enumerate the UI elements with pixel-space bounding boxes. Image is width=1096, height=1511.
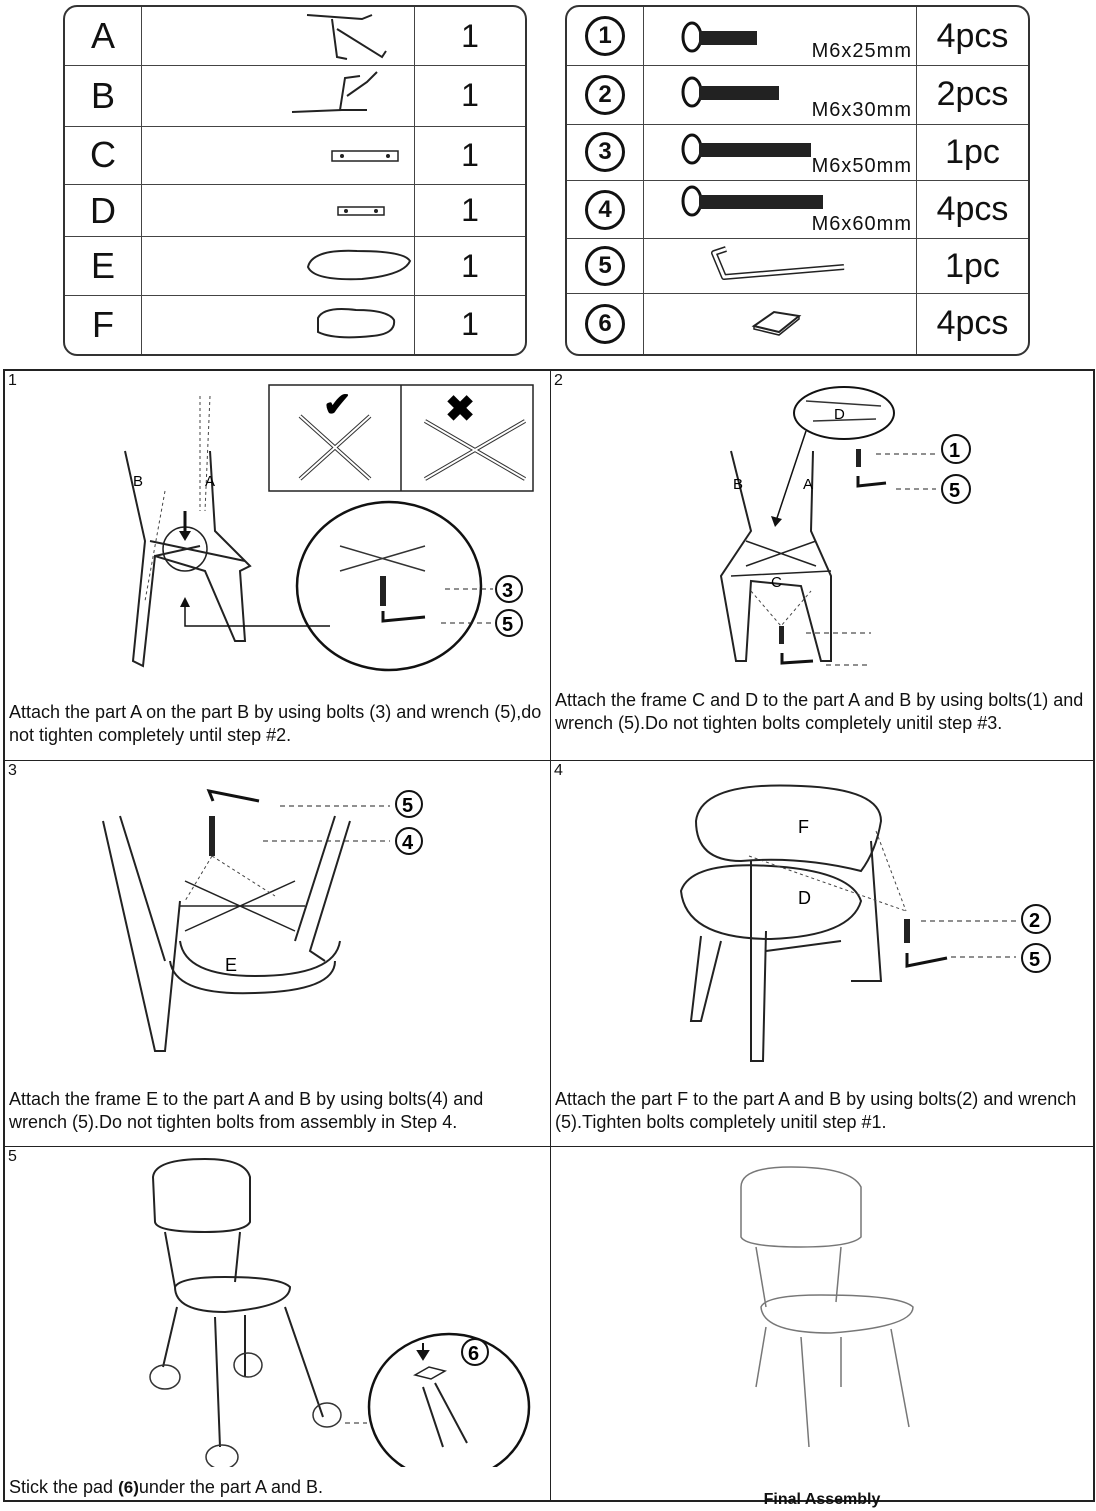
step-number: 2 [554,372,563,389]
step-3 [4,760,551,1147]
label-f: F [798,817,809,837]
hardware-qty: 4pcs [917,180,1029,239]
callout-1: 1 [949,440,961,462]
step-caption: Attach the part F to the part A and B by using bolts(2) and wrench (5).Tighten bolts completely unitil step #1. [555,1089,1077,1132]
hardware-size: M6x60mm [811,213,912,236]
hardware-qty: 1pc [917,124,1029,180]
hardware-qty: 2pcs [917,66,1029,125]
part-qty: 1 [415,126,526,185]
final-chair-diagram [551,1147,1095,1467]
callout-5: 5 [502,614,514,636]
step-number: 1 [8,372,17,389]
part-image-f [142,295,415,354]
cross-mark-icon: ✖ [445,388,476,429]
parts-table [63,5,527,356]
step-caption: Attach the frame C and D to the part A and B by using bolts(1) and wrench (5).Do not tighten bolts completely unitil step #3. [555,690,1084,733]
part-letter: C [65,126,142,185]
caption-part-ref: (6) [118,1478,139,1497]
hardware-number: 3 [585,132,625,172]
callout-6: 6 [468,1343,480,1365]
callout-5: 5 [1029,949,1041,971]
callout-5: 5 [949,480,961,502]
label-e: E [225,955,238,975]
step-2-diagram [551,371,1095,691]
callout-2: 2 [1029,910,1041,932]
part-image-b [142,66,415,127]
callout-4: 4 [402,832,414,854]
hardware-number: 1 [585,16,625,56]
label-b: B [133,473,144,490]
step-number: 5 [8,1148,17,1165]
hardware-qty: 1pc [917,239,1029,293]
step-1 [4,370,551,761]
step-5 [4,1146,551,1501]
step-3-diagram [5,761,552,1081]
hardware-number: 5 [585,246,625,286]
part-letter: B [65,66,142,127]
step-2 [550,370,1094,761]
step-1-diagram [5,371,552,701]
hardware-size: M6x50mm [811,154,912,177]
part-image-c [142,126,415,185]
hardware-qty: 4pcs [917,7,1029,66]
check-mark-icon: ✔ [323,386,352,424]
bolt-m6x50 [644,124,917,180]
part-image-d [142,185,415,237]
bolt-m6x25 [644,7,917,66]
part-letter: F [65,295,142,354]
part-qty: 1 [415,185,526,237]
step-caption: Attach the part A on the part B by using bolts (3) and wrench (5),do not tighten completely until step #2. [9,702,542,745]
step-caption: Attach the frame E to the part A and B by using bolts(4) and wrench (5).Do not tighten bolts from assembly in Step 4. [9,1089,484,1132]
bolt-m6x60 [644,180,917,239]
final-assembly-title: Final Assembly [763,1491,881,1508]
caption-text: Stick the pad [9,1477,114,1497]
step-number: 4 [554,762,563,779]
hardware-number: 2 [585,75,625,115]
label-d: D [798,888,811,908]
label-d: D [834,406,845,423]
hardware-size: M6x30mm [811,98,912,121]
felt-pad-icon [644,293,917,354]
assembly-steps [3,369,1095,1508]
part-letter: E [65,237,142,296]
step-4-diagram [551,761,1095,1081]
step-4 [550,760,1094,1147]
final-assembly [550,1146,1094,1508]
callout-3: 3 [502,580,514,602]
part-image-a [142,7,415,66]
part-qty: 1 [415,237,526,296]
step-caption [9,1476,546,1499]
label-a: A [205,473,216,490]
allen-wrench-icon [644,239,917,293]
hardware-size: M6x25mm [811,40,912,62]
part-image-e [142,237,415,296]
part-letter: A [65,7,142,66]
callout-5: 5 [402,795,414,817]
caption-text: under the part A and B. [138,1477,323,1497]
hardware-table [565,5,1030,356]
hardware-qty: 4pcs [917,293,1029,354]
label-c: C [771,574,782,591]
hardware-number: 4 [585,190,625,230]
bolt-m6x30 [644,66,917,125]
part-qty: 1 [415,66,526,127]
label-a: A [803,476,814,493]
step-5-diagram [5,1147,552,1467]
step-number: 3 [8,762,17,779]
hardware-number: 6 [585,304,625,344]
part-qty: 1 [415,7,526,66]
part-qty: 1 [415,295,526,354]
label-b: B [733,476,744,493]
part-letter: D [65,185,142,237]
